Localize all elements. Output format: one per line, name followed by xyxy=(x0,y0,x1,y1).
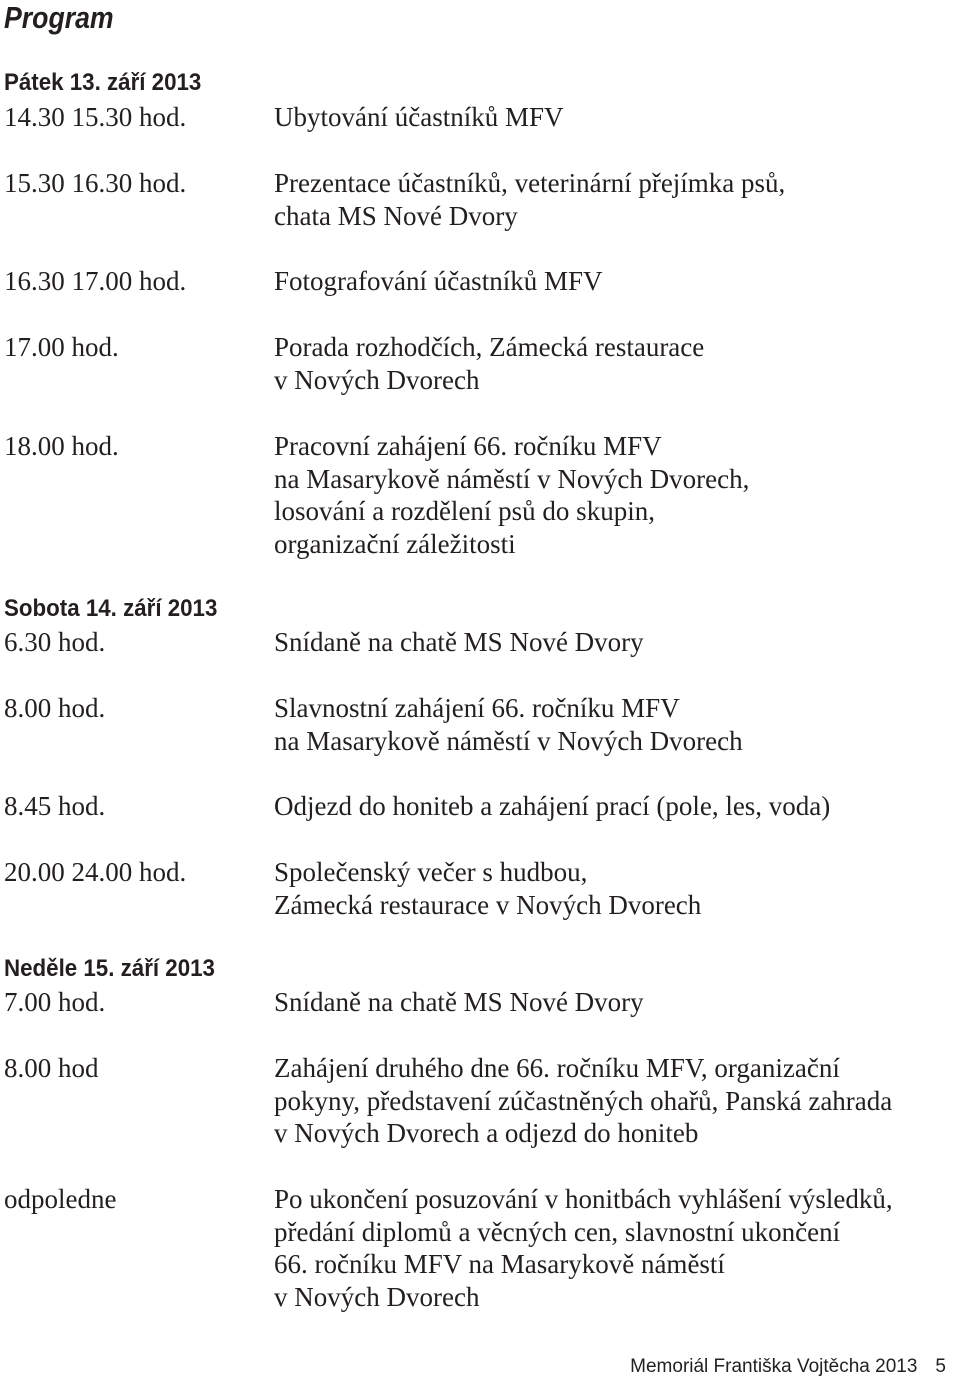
schedule-time: 14.30 15.30 hod. xyxy=(4,102,187,132)
schedule-time: 6.30 hod. xyxy=(4,627,106,657)
schedule-time: odpoledne xyxy=(4,1184,117,1214)
schedule-description: Po ukončení posuzování v honitbách vyhlášení výsledků, předání diplomů a věcných cen, slavnostní ukončení 66. ročníku MFV na Masarykově náměstí v Nových Dvorech xyxy=(274,1184,893,1312)
page-number: 5 xyxy=(935,1356,946,1377)
schedule-time: 8.00 hod. xyxy=(4,693,106,723)
schedule-time: 17.00 hod. xyxy=(4,332,119,362)
footer-publication-title: Memoriál Františka Vojtěcha 2013 xyxy=(630,1356,918,1377)
page-title: Program xyxy=(4,0,114,35)
schedule-description: Snídaně na chatě MS Nové Dvory xyxy=(274,987,644,1017)
schedule-description: Slavnostní zahájení 66. ročníku MFV na Masarykově náměstí v Nových Dvorech xyxy=(274,693,743,756)
schedule-time: 18.00 hod. xyxy=(4,431,119,461)
schedule-time: 16.30 17.00 hod. xyxy=(4,266,187,296)
schedule-description: Společenský večer s hudbou, Zámecká restaurace v Nových Dvorech xyxy=(274,857,702,920)
schedule-description: Pracovní zahájení 66. ročníku MFV na Masarykově náměstí v Nových Dvorech, losování a rozdělení psů do skupin, organizační záležitosti xyxy=(274,431,750,559)
day-heading-friday: Pátek 13. září 2013 xyxy=(4,69,202,96)
schedule-description: Fotografování účastníků MFV xyxy=(274,266,603,296)
day-heading-sunday: Neděle 15. září 2013 xyxy=(4,955,215,982)
schedule-description: Odjezd do honiteb a zahájení prací (pole, les, voda) xyxy=(274,791,831,821)
schedule-description: Ubytování účastníků MFV xyxy=(274,102,564,132)
schedule-time: 8.45 hod. xyxy=(4,791,106,821)
schedule-description: Porada rozhodčích, Zámecká restaurace v Nových Dvorech xyxy=(274,332,705,395)
schedule-time: 15.30 16.30 hod. xyxy=(4,168,187,198)
schedule-time: 20.00 24.00 hod. xyxy=(4,857,187,887)
day-heading-saturday: Sobota 14. září 2013 xyxy=(4,595,218,622)
schedule-description: Snídaně na chatě MS Nové Dvory xyxy=(274,627,644,657)
schedule-time: 8.00 hod xyxy=(4,1053,99,1083)
page-footer xyxy=(630,1354,946,1380)
schedule-time: 7.00 hod. xyxy=(4,987,106,1017)
schedule-description: Zahájení druhého dne 66. ročníku MFV, organizační pokyny, představení zúčastněných ohařů, Panská zahrada v Nových Dvorech a odjezd do honiteb xyxy=(274,1053,893,1148)
schedule-description: Prezentace účastníků, veterinární přejímka psů, chata MS Nové Dvory xyxy=(274,168,786,231)
